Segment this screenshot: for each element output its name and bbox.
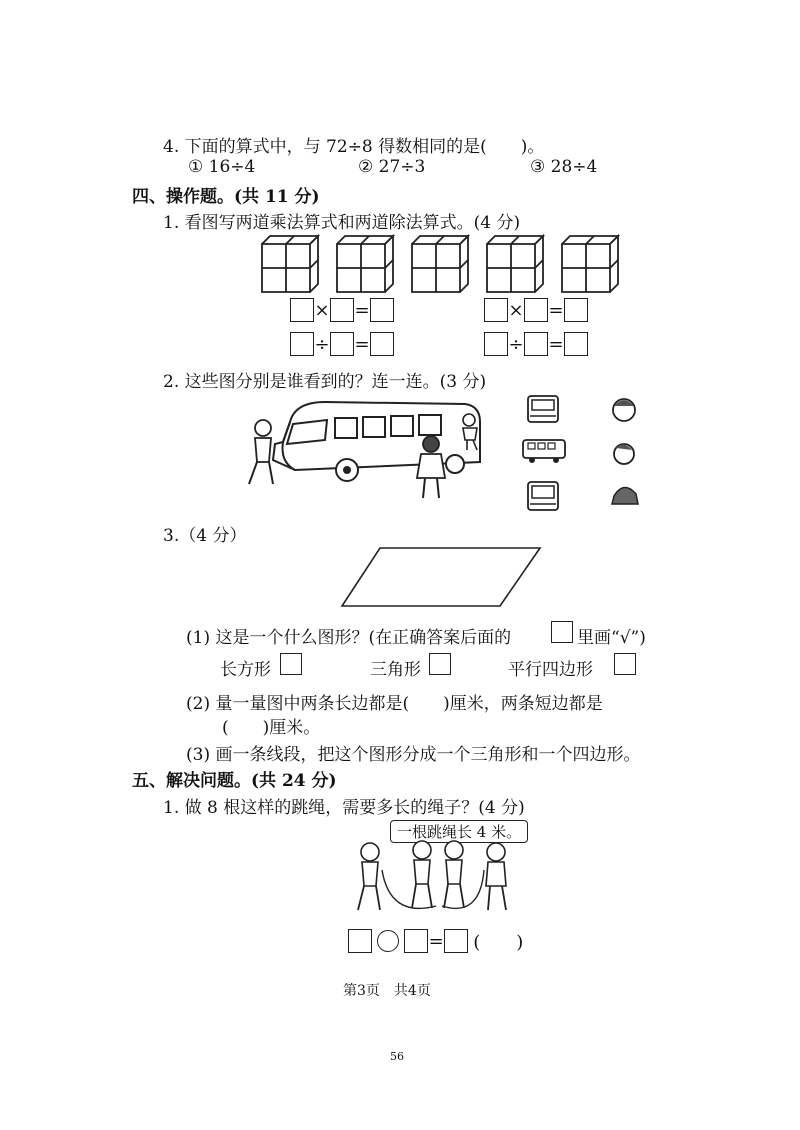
answer-box[interactable]: [564, 332, 588, 356]
answer-box[interactable]: [524, 298, 548, 322]
page-number: 56: [390, 1050, 404, 1063]
operator-circle[interactable]: [377, 930, 399, 952]
rectangle-check-box[interactable]: [280, 653, 302, 675]
child-head-back-icon[interactable]: [612, 487, 638, 504]
section5-title: 五、解决问题。(共 24 分): [132, 771, 337, 791]
answer-box[interactable]: [290, 298, 314, 322]
views-matching-figure: [520, 394, 660, 514]
s5-q1-text: 1. 做 8 根这样的跳绳，需要多长的绳子？(4 分): [163, 798, 525, 818]
child-face-front-icon[interactable]: [613, 399, 635, 421]
q4-option-1: ① 16÷4: [188, 157, 256, 177]
answer-box[interactable]: [370, 298, 394, 322]
mult-equation-right: × =: [484, 298, 588, 322]
page-footer: 第3页 共4页: [343, 983, 431, 999]
answer-equation: = ( ): [348, 928, 523, 954]
q3-2-text-b: ( )厘米。: [222, 718, 321, 738]
cube-figure: [262, 236, 318, 292]
triangle-check-box[interactable]: [429, 653, 451, 675]
s4-q3-text: 3.（4 分）: [163, 526, 247, 546]
answer-box[interactable]: [404, 929, 428, 953]
unit-paren: ( ): [473, 932, 524, 953]
cube-figure: [412, 236, 468, 292]
q3-1-text-a: (1) 这是一个什么图形？(在正确答案后面的: [186, 628, 512, 648]
answer-box[interactable]: [348, 929, 372, 953]
answer-box[interactable]: [484, 298, 508, 322]
s4-q1-text: 1. 看图写两道乘法算式和两道除法算式。(4 分): [163, 213, 521, 233]
q4-text: 4. 下面的算式中，与 72÷8 得数相同的是( )。: [163, 137, 545, 157]
mult-equation-left: × =: [290, 298, 394, 322]
jump-rope-illustration: [350, 840, 530, 918]
bus-back-view-icon[interactable]: [528, 396, 558, 422]
answer-box[interactable]: [290, 332, 314, 356]
bus-scene-illustration: [235, 392, 495, 507]
cube-figure: [487, 236, 543, 292]
bus-front-view-icon[interactable]: [528, 482, 558, 510]
answer-box[interactable]: [524, 332, 548, 356]
bus-side-view-icon[interactable]: [523, 440, 565, 463]
parallelogram-check-box[interactable]: [614, 653, 636, 675]
answer-box[interactable]: [370, 332, 394, 356]
cube-figure: [337, 236, 393, 292]
div-equation-left: ÷ =: [290, 332, 394, 356]
s4-q2-text: 2. 这些图分别是谁看到的？连一连。(3 分): [163, 372, 487, 392]
parallelogram-figure: [340, 546, 545, 610]
answer-box[interactable]: [444, 929, 468, 953]
section4-title: 四、操作题。(共 11 分): [132, 187, 320, 207]
cube-row-figure: [262, 236, 602, 296]
answer-box[interactable]: [484, 332, 508, 356]
q4-option-3: ③ 28÷4: [530, 157, 598, 177]
answer-box[interactable]: [564, 298, 588, 322]
answer-box[interactable]: [330, 298, 354, 322]
q4-option-2: ② 27÷3: [358, 157, 426, 177]
speech-bubble: 一根跳绳长 4 米。: [390, 820, 528, 843]
shape-option-rectangle: 长方形: [220, 660, 271, 680]
shape-option-triangle: 三角形: [370, 660, 421, 680]
child-face-side-icon[interactable]: [614, 444, 634, 464]
shape-option-parallelogram: 平行四边形: [508, 660, 593, 680]
div-equation-right: ÷ =: [484, 332, 588, 356]
cube-figure: [562, 236, 618, 292]
answer-box[interactable]: [330, 332, 354, 356]
q3-2-text-a: (2) 量一量图中两条长边都是( )厘米，两条短边都是: [186, 694, 603, 714]
inline-answer-box: [551, 621, 573, 643]
q3-3-text: (3) 画一条线段，把这个图形分成一个三角形和一个四边形。: [186, 745, 641, 765]
q3-1-text-b: 里画“√”): [577, 628, 646, 648]
